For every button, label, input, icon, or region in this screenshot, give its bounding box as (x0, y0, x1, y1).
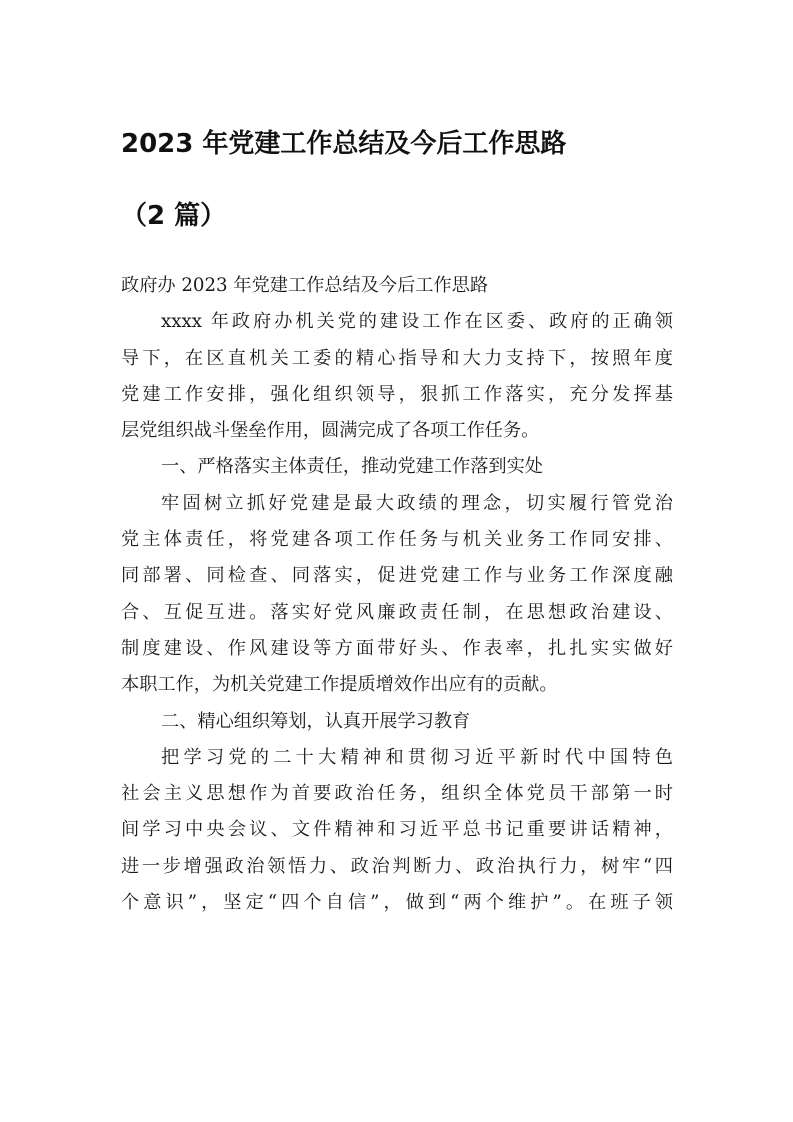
paragraph-line: 同部署、同检查、同落实，促进党建工作与业务工作深度融 (121, 565, 673, 587)
paragraph-line: 党建工作安排，强化组织领导，狠抓工作落实，充分发挥基 (121, 383, 673, 405)
paragraph-line: 制度建设、作风建设等方面带好头、作表率，扎扎实实做好 (121, 637, 673, 659)
document-body (121, 268, 673, 921)
paragraph-line: 导下，在区直机关工委的精心指导和大力支持下，按照年度 (121, 347, 673, 369)
paragraph-line: 把学习党的二十大精神和贯彻习近平新时代中国特色 (161, 746, 673, 768)
paragraph-line: 合、互促互进。落实好党风廉政责任制，在思想政治建设、 (121, 601, 673, 623)
section-heading: 二、精心组织筹划，认真开展学习教育 (161, 710, 471, 732)
paragraph-line: 党主体责任，将党建各项工作任务与机关业务工作同安排、 (121, 529, 673, 551)
document-title-line-2: （2 篇） (121, 201, 227, 231)
paragraph-line: 层党组织战斗堡垒作用，圆满完成了各项工作任务。 (121, 420, 540, 442)
section-heading: 一、严格落实主体责任，推动党建工作落到实处 (161, 456, 543, 478)
paragraph-line: 进一步增强政治领悟力、政治判断力、政治执行力，树牢“四 (121, 855, 673, 877)
paragraph-line: 本职工作，为机关党建工作提质增效作出应有的贡献。 (121, 674, 558, 696)
document-subtitle: 政府办 2023 年党建工作总结及今后工作思路 (121, 275, 489, 296)
paragraph-line: 个意识”，坚定“四个自信”，做到“两个维护”。在班子领 (121, 892, 673, 914)
document-title-line-1: 2023 年党建工作总结及今后工作思路 (121, 129, 567, 159)
paragraph-line: 牢固树立抓好党建是最大政绩的理念，切实履行管党治 (161, 492, 673, 514)
paragraph-line: xxxx 年政府办机关党的建设工作在区委、政府的正确领 (161, 311, 673, 333)
paragraph-line: 社会主义思想作为首要政治任务，组织全体党员干部第一时 (121, 783, 673, 805)
paragraph-line: 间学习中央会议、文件精神和习近平总书记重要讲话精神， (121, 819, 673, 841)
